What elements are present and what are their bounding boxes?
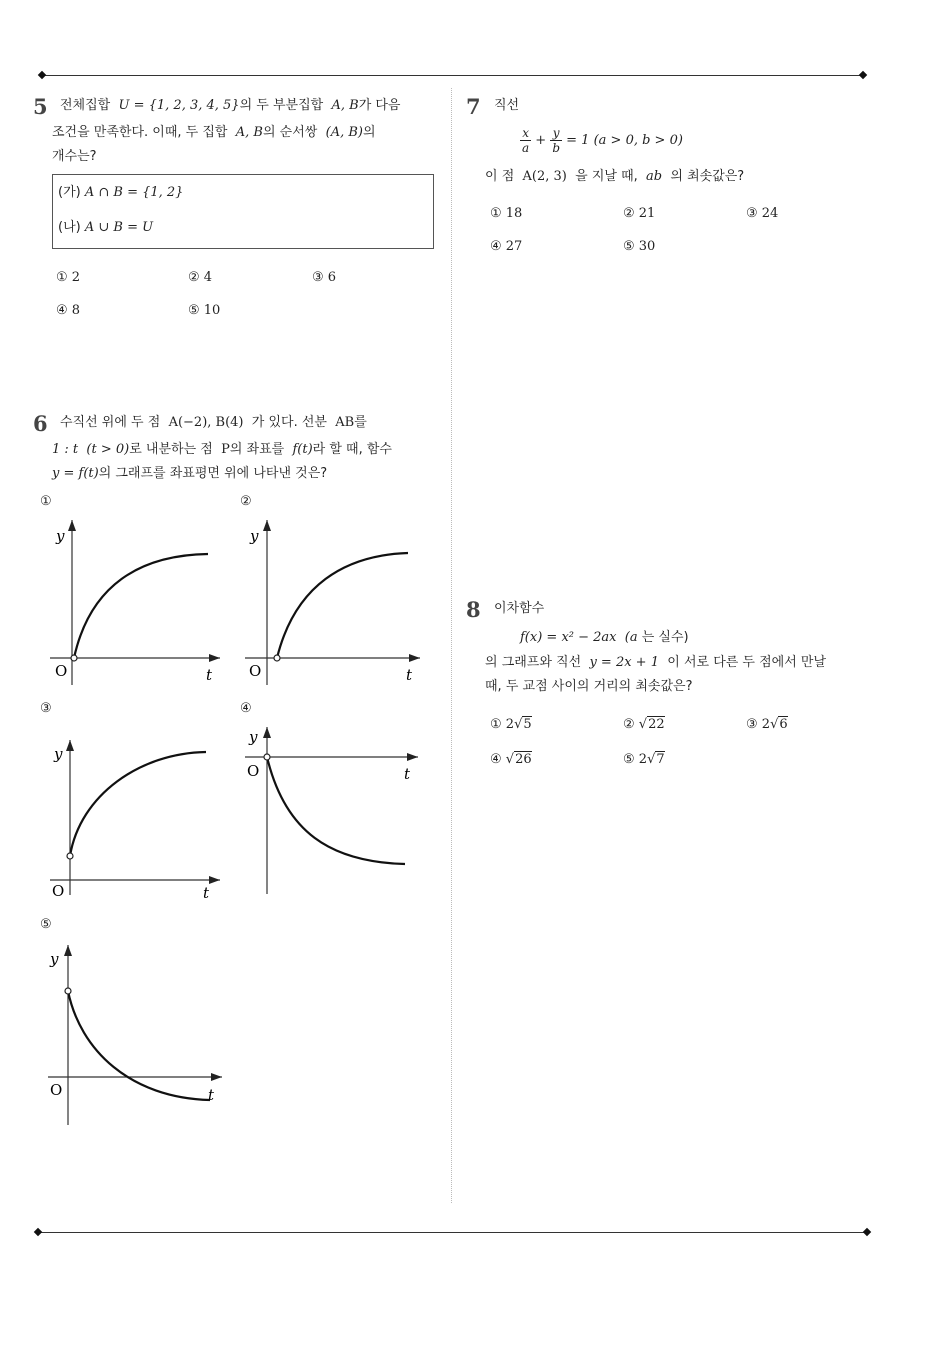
bottom-rule — [38, 1232, 868, 1233]
q8-function: f(x) = x² − 2ax (a 는 실수) — [520, 630, 689, 645]
svg-text:O: O — [247, 762, 260, 780]
bottom-rule-left-diamond — [34, 1228, 42, 1236]
q6-line3: y = f(t)의 그래프를 좌표평면 위에 나타낸 것은? — [52, 466, 328, 481]
q6-graph-1 — [40, 515, 230, 695]
svg-text:t: t — [406, 666, 413, 684]
top-rule-left-diamond — [38, 71, 46, 79]
q8-number: 8 — [466, 597, 481, 622]
svg-text:O: O — [50, 1081, 63, 1099]
svg-text:y: y — [50, 950, 59, 968]
q7-line2: 이 점 A(2, 3) 을 지날 때, ab 의 최솟값은? — [485, 169, 745, 184]
q6-graph-label-2[interactable]: ② — [240, 494, 252, 509]
svg-text:y: y — [250, 527, 259, 545]
q7-choice-4[interactable]: ④ 27 — [490, 239, 523, 254]
bottom-rule-right-diamond — [863, 1228, 871, 1236]
q6-number: 6 — [33, 411, 48, 436]
svg-text:t: t — [208, 1086, 215, 1104]
q5-number: 5 — [33, 94, 48, 119]
q6-graph-3 — [40, 735, 230, 905]
q5-line3: 개수는? — [52, 149, 97, 164]
svg-text:O: O — [55, 662, 68, 680]
q6-graph-label-4[interactable]: ④ — [240, 701, 252, 716]
q8-choice-3[interactable]: ③ 2√6 — [746, 717, 788, 732]
q6-graph-5 — [40, 940, 230, 1130]
svg-text:t: t — [203, 884, 210, 902]
q5-choice-3[interactable]: ③ 6 — [312, 270, 337, 285]
top-rule-right-diamond — [859, 71, 867, 79]
q8-choice-2[interactable]: ② √22 — [623, 717, 665, 732]
q8-choice-4[interactable]: ④ √26 — [490, 752, 532, 767]
q7-title: 직선 — [494, 98, 520, 113]
q6-line1: 수직선 위에 두 점 A(−2), B(4) 가 있다. 선분 AB를 — [60, 415, 367, 430]
q7-choice-2[interactable]: ② 21 — [623, 206, 656, 221]
svg-text:O: O — [52, 882, 65, 900]
column-divider — [451, 88, 452, 1203]
q6-line2: 1 : t (t > 0)로 내분하는 점 P의 좌표를 f(t)라 할 때, 함수 — [52, 442, 392, 457]
svg-text:O: O — [249, 662, 262, 680]
q6-graph-4 — [240, 722, 430, 902]
q8-line2: 의 그래프와 직선 y = 2x + 1 이 서로 다른 두 점에서 만날 — [485, 655, 827, 670]
q8-choice-5[interactable]: ⑤ 2√7 — [623, 752, 665, 767]
q5-condition-1: (가) A ∩ B = {1, 2} — [58, 185, 184, 200]
svg-text:t: t — [206, 666, 213, 684]
svg-text:y: y — [249, 728, 258, 746]
q5-line1: 전체집합 U = {1, 2, 3, 4, 5}의 두 부분집합 A, B가 다음 — [60, 98, 401, 113]
svg-text:t: t — [404, 765, 411, 783]
q5-line2: 조건을 만족한다. 이때, 두 집합 A, B의 순서쌍 (A, B)의 — [52, 125, 376, 140]
q5-choice-5[interactable]: ⑤ 10 — [188, 303, 221, 318]
q7-number: 7 — [466, 94, 481, 119]
svg-text:y: y — [56, 527, 65, 545]
q5-condition-2: (나) A ∪ B = U — [58, 220, 154, 235]
q7-choice-3[interactable]: ③ 24 — [746, 206, 779, 221]
q6-graph-2 — [240, 515, 430, 695]
q8-choice-1[interactable]: ① 2√5 — [490, 717, 532, 732]
q5-choice-1[interactable]: ① 2 — [56, 270, 81, 285]
q7-choice-5[interactable]: ⑤ 30 — [623, 239, 656, 254]
svg-text:y: y — [54, 745, 63, 763]
q7-equation: $\frac{x}{a}$ + $\frac{y}{b}$ = 1 (a > 0, b > 0) — [522, 126, 683, 155]
q6-graph-label-1[interactable]: ① — [40, 494, 52, 509]
q5-choice-4[interactable]: ④ 8 — [56, 303, 81, 318]
q7-choice-1[interactable]: ① 18 — [490, 206, 523, 221]
q8-line3: 때, 두 교점 사이의 거리의 최솟값은? — [485, 679, 693, 694]
q6-graph-label-3[interactable]: ③ — [40, 701, 52, 716]
q5-choice-2[interactable]: ② 4 — [188, 270, 213, 285]
q6-graph-label-5[interactable]: ⑤ — [40, 917, 52, 932]
top-rule — [42, 75, 864, 76]
q8-title: 이차함수 — [494, 601, 545, 616]
